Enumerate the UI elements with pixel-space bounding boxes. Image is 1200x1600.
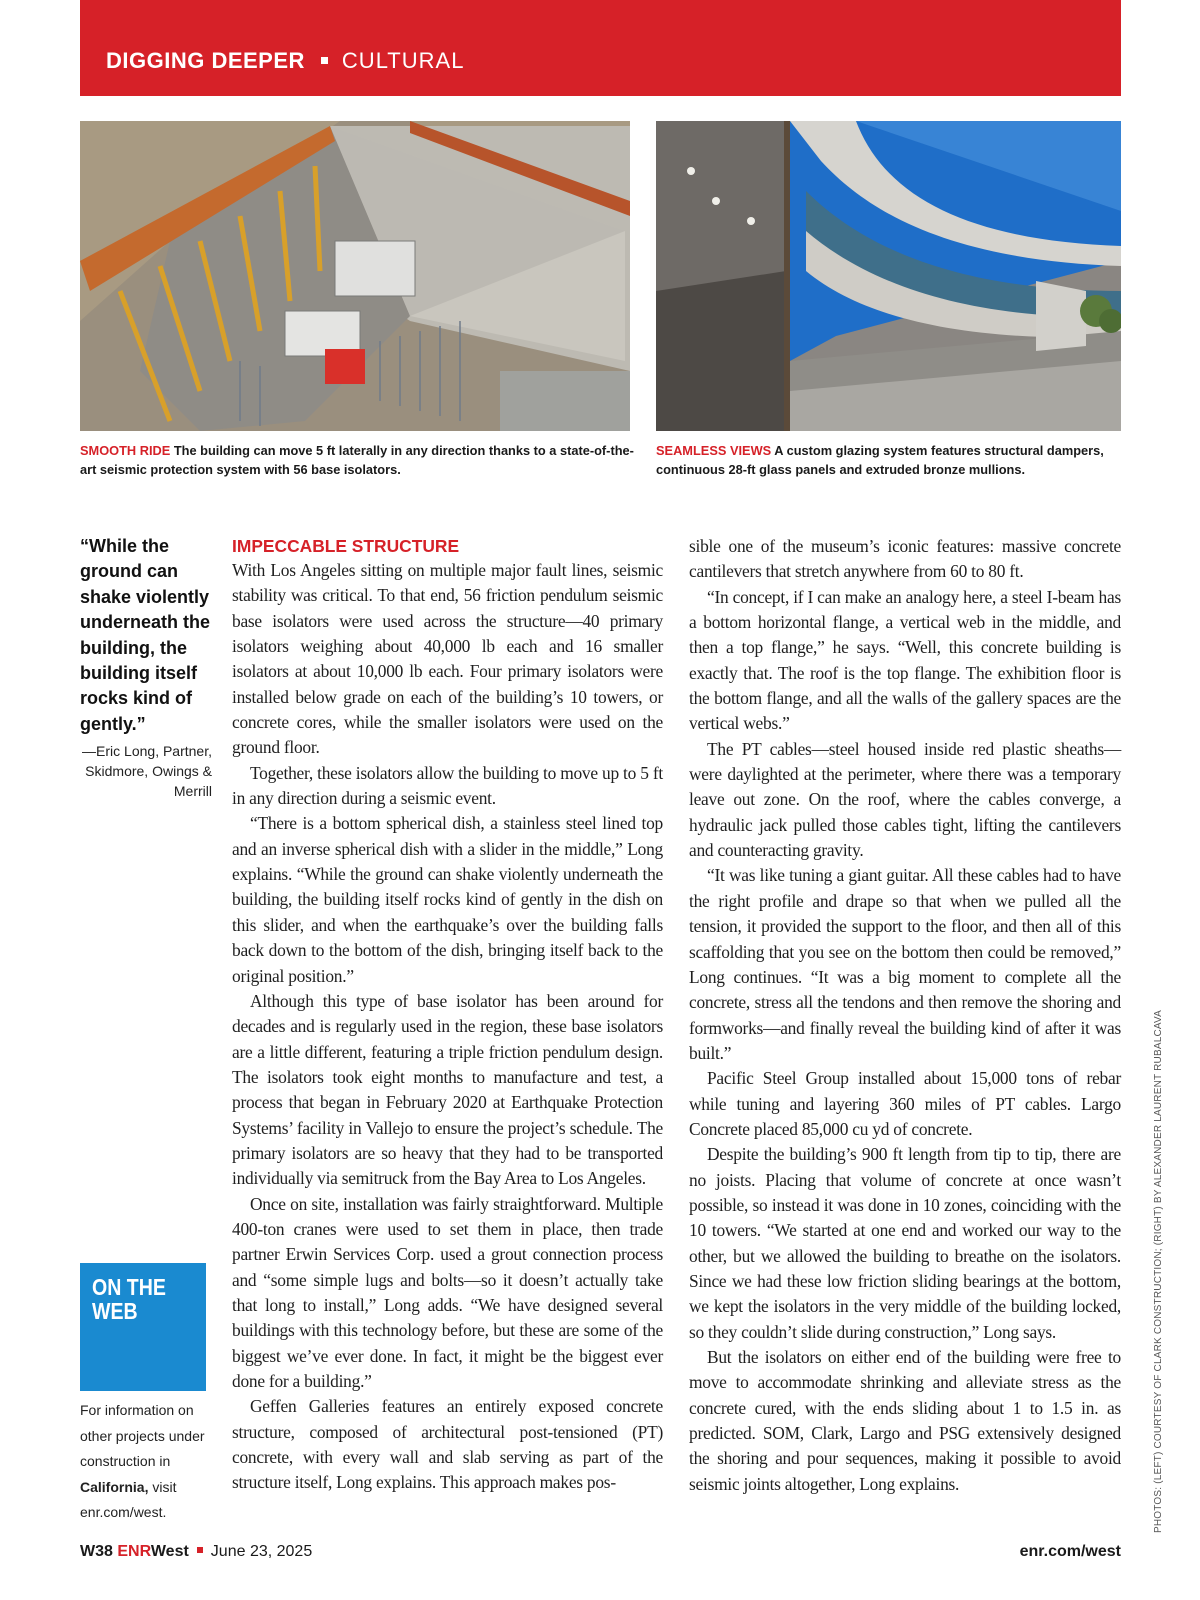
pull-quote-text: “While the ground can shake violently underneath the building, the building itself rocks kind of gently.” (80, 536, 211, 734)
paragraph: Together, these isolators allow the building to move up to 5 ft in any direction during a seismic event. (232, 762, 663, 809)
brand-enr: ENR (117, 1543, 151, 1560)
paragraph: With Los Angeles sitting on multiple major fault lines, seismic stability was critical. To that end, 56 friction pendulum seismic base isolators were used across the structure—40 primary isolators weighing about 40,000 lb each and 16 smaller isolators at about 10,000 lb each. Four primary isolators were installed below grade on each of the building’s 10 towers, or concrete cores, while the smaller isolators were used on the ground floor. (232, 560, 663, 758)
photo-glazed-gallery (656, 121, 1121, 431)
paragraph: Although this type of base isolator has been around for decades and is regularly used in the region, these base isolators are a little different, featuring a triple friction pendulum design. The isolators took eight months to manufacture and test, a process that began in February 2020 at Earthquake Protection Systems’ facility in Vallejo to ensure the project’s schedule. The primary isolators are so heavy that they had to be transported individually via semitruck from the Bay Area to Los Angeles. (232, 990, 663, 1189)
article-column-1 (232, 534, 663, 1496)
section-banner (80, 0, 1121, 96)
paragraph: Geffen Galleries features an entirely exposed concrete structure, composed of architectural post-tensioned (PT) concrete, with every wall and slab serving as part of the structure itself, Long explains. This approach makes pos- (232, 1396, 663, 1493)
paragraph: “There is a bottom spherical dish, a stainless steel lined top and an inverse spherical dish with a slider in the middle,” Long explains. “While the ground can shake violently underneath the building, the building itself rocks kind of gently in the dish on this slider, and when the earthquake’s over the building falls back down to the bottom of the dish, bringing itself back to the original position.” (232, 813, 663, 986)
paragraph: “It was like tuning a giant guitar. All these cables had to have the right profile and drape so that when we pulled all the tension, it provided the support to the floor, and then all of this scaffolding that you see on the bottom then could be removed,” Long continues. “It was a big moment to complete all the concrete, stress all the tendons and then remove the shoring and formworks—and finally reveal the building kind of after it was built.” (689, 865, 1121, 1063)
web-note-text: For information on other projects under construction in (80, 1402, 205, 1469)
on-the-web-box (80, 1263, 206, 1391)
photo-credit: PHOTOS: (LEFT) COURTESY OF CLARK CONSTRUCTION; (RIGHT) BY ALEXANDER LAURENT RUBALCAVA (1153, 1009, 1164, 1533)
photo-construction-site (80, 121, 630, 431)
caption-text: A custom glazing system features structural dampers, continuous 28-ft glass panels and extruded bronze mullions. (656, 443, 1104, 477)
footer-separator (197, 1547, 203, 1553)
web-note-state: California, (80, 1478, 149, 1495)
paragraph: But the isolators on either end of the building were free to move to accommodate shrinking and alleviate stress as the concrete cured, with the ends sliding about 1 to 1.5 in. as predicted. SOM, Clark, Largo and PSG extensively designed the shoring and pour sequences, making it possible to avoid seismic joints altogether, Long explains. (689, 1347, 1121, 1494)
section-title: DIGGING DEEPER (106, 48, 305, 73)
footer-site-link[interactable]: enr.com/west (1019, 1543, 1121, 1560)
brand-west: West (150, 1543, 189, 1560)
photo-caption-left (80, 441, 635, 479)
paragraph: Despite the building’s 900 ft length from tip to tip, there are no joists. Placing that volume of concrete at once wasn’t possible, so instead it was done in 10 zones, coinciding with the 10 towers. “We started at one end and worked our way to the other, but we allowed the building to breathe on the isolators. Since we had these low friction sliding bearings at the bottom, we kept the isolators in the very middle of the building locked, so they couldn’t slide during construction,” Long says. (689, 1144, 1121, 1342)
pull-quote-attribution: —Eric Long, Partner, Skidmore, Owings & Merrill (82, 743, 212, 800)
page-footer (80, 1543, 312, 1561)
pull-quote (80, 534, 212, 801)
article-column-2 (689, 534, 1121, 1497)
paragraph: sible one of the museum’s iconic features: massive concrete cantilevers that stretch anywhere from 60 to 80 ft. (689, 536, 1121, 582)
caption-text: The building can move 5 ft laterally in any direction thanks to a state-of-the-art seismic protection system with 56 base isolators. (80, 443, 634, 477)
paragraph: Pacific Steel Group installed about 15,000 tons of rebar while tuning and layering 360 miles of PT cables. Largo Concrete placed 85,000 cu yd of concrete. (689, 1068, 1121, 1139)
paragraph: The PT cables—steel housed inside red plastic sheaths—were daylighted at the perimeter, where there was a temporary leave out zone. On the roof, where the cables converge, a hydraulic jack pulled those cables tight, lifting the cantilevers and counteracting gravity. (689, 738, 1121, 861)
on-the-web-note (80, 1398, 212, 1526)
caption-lead: SMOOTH RIDE (80, 443, 171, 458)
issue-date: June 23, 2025 (210, 1543, 313, 1560)
section-subtitle: CULTURAL (341, 48, 465, 73)
paragraph: Once on site, installation was fairly straightforward. Multiple 400-ton cranes were used to set them in place, then trade partner Erwin Services Corp. used a grout connection process and “some simple lugs and bolts—so it doesn’t actually take that long to install,” Long adds. “We have designed several buildings with this technology before, but these are some of the biggest we’ve ever done. In fact, it might be the biggest ever done for a building.” (232, 1193, 663, 1391)
banner-separator (321, 57, 328, 64)
page-number: W38 (80, 1543, 113, 1560)
article-subhead: IMPECCABLE STRUCTURE (232, 536, 460, 556)
paragraph: “In concept, if I can make an analogy here, a steel I-beam has a bottom horizontal flange, a vertical web in the middle, and then a top flange,” he says. “Well, this concrete building is exactly that. The roof is the top flange. The exhibition floor is the bottom flange, and all the walls of the gallery spaces are the vertical webs.” (689, 586, 1121, 734)
web-note-link[interactable]: visit enr.com/west. (80, 1478, 177, 1520)
caption-lead: SEAMLESS VIEWS (656, 443, 772, 458)
photo-caption-right (656, 441, 1121, 479)
on-the-web-title: ON THE WEB (92, 1274, 166, 1324)
